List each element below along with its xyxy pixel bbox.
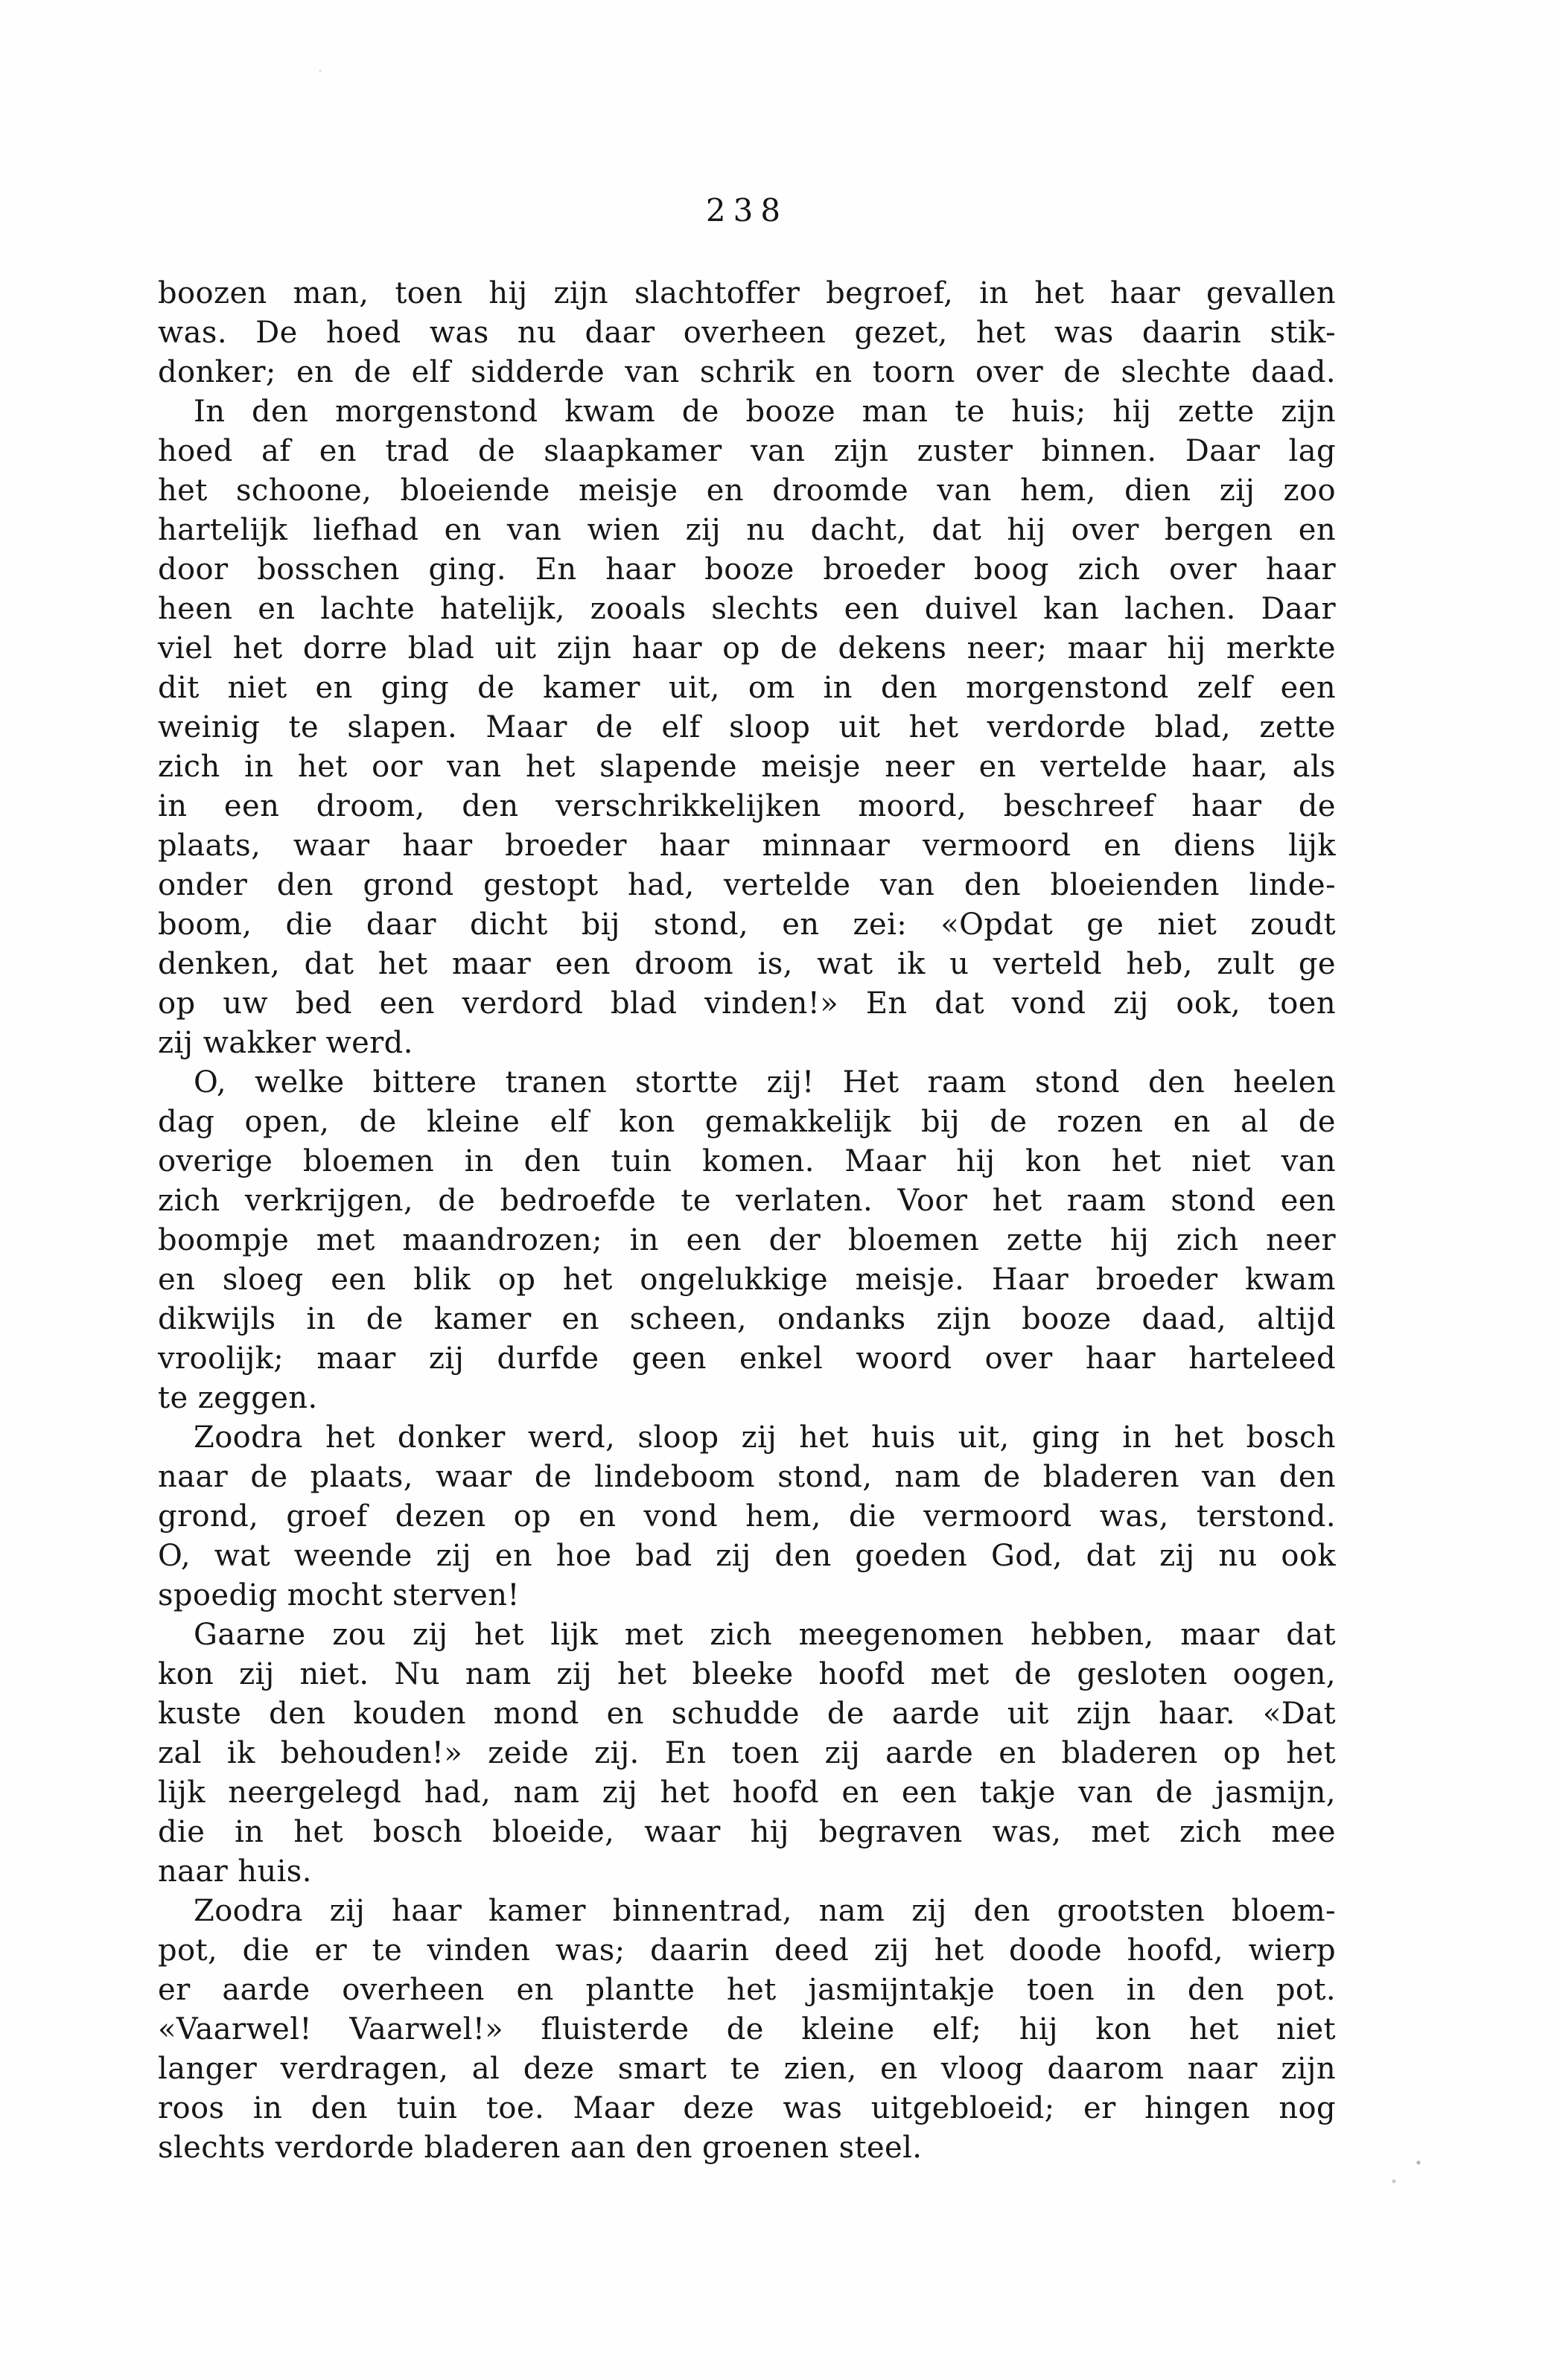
text-line: boozen man, toen hij zijn slachtoffer begroef, in het haar gevallen	[158, 276, 1336, 310]
text-line: naar de plaats, waar de lindeboom stond, nam de bladeren van den	[158, 1460, 1336, 1494]
paragraph	[158, 392, 1336, 1063]
text-line: kon zij niet. Nu nam zij het bleeke hoofd met de gesloten oogen,	[158, 1657, 1336, 1691]
page-number: 238	[705, 192, 789, 229]
text-line: pot, die er te vinden was; daarin deed zij het doode hoofd, wierp	[158, 1933, 1336, 1968]
text-line: kuste den kouden mond en schudde de aarde uit zijn haar. «Dat	[158, 1697, 1336, 1731]
text-line: dit niet en ging de kamer uit, om in den morgenstond zelf een	[158, 671, 1336, 705]
text-line: Zoodra zij haar kamer binnentrad, nam zij den grootsten bloem-	[194, 1894, 1336, 1928]
text-line: O, wat weende zij en hoe bad zij den goeden God, dat zij nu ook	[158, 1539, 1336, 1573]
text-line: en sloeg een blik op het ongelukkige meisje. Haar broeder kwam	[158, 1263, 1336, 1297]
text-line: In den morgenstond kwam de booze man te huis; hij zette zijn	[194, 395, 1336, 429]
text-line: «Vaarwel! Vaarwel!» fluisterde de kleine elf; hij kon het niet	[158, 2012, 1336, 2046]
text-line: door bosschen ging. En haar booze broeder boog zich over haar	[158, 552, 1336, 587]
text-line: O, welke bittere tranen stortte zij! Het raam stond den heelen	[194, 1065, 1336, 1100]
text-line: zij wakker werd.	[158, 1026, 413, 1060]
text-line: zich verkrijgen, de bedroefde te verlaten. Voor het raam stond een	[158, 1184, 1336, 1218]
text-line: langer verdragen, al deze smart te zien, en vloog daarom naar zijn	[158, 2052, 1336, 2086]
text-line: denken, dat het maar een droom is, wat ik u verteld heb, zult ge	[158, 947, 1336, 981]
paragraph	[158, 1615, 1336, 1892]
text-line: vroolijk; maar zij durfde geen enkel woord over haar harteleed	[158, 1341, 1336, 1376]
text-line: lijk neergelegd had, nam zij het hoofd en een takje van de jasmijn,	[158, 1776, 1336, 1810]
text-line: naar huis.	[158, 1854, 312, 1889]
paragraph	[158, 1892, 1336, 2168]
paragraph	[158, 1418, 1336, 1615]
text-line: donker; en de elf sidderde van schrik en toorn over de slechte daad.	[158, 355, 1336, 389]
text-line: onder den grond gestopt had, vertelde van den bloeienden linde-	[158, 868, 1336, 902]
paragraph	[158, 274, 1336, 392]
text-line: hartelijk liefhad en van wien zij nu dacht, dat hij over bergen en	[158, 513, 1336, 547]
text-line: zal ik behouden!» zeide zij. En toen zij aarde en bladeren op het	[158, 1736, 1336, 1770]
text-line: te zeggen.	[158, 1381, 318, 1415]
text-block	[158, 274, 1336, 2168]
text-line: grond, groef dezen op en vond hem, die vermoord was, terstond.	[158, 1499, 1336, 1534]
text-line: slechts verdorde bladeren aan den groenen steel.	[158, 2131, 923, 2165]
text-line: Gaarne zou zij het lijk met zich meegenomen hebben, maar dat	[194, 1618, 1336, 1652]
text-line: dikwijls in de kamer en scheen, ondanks zijn booze daad, altijd	[158, 1302, 1336, 1336]
text-line: roos in den tuin toe. Maar deze was uitgebloeid; er hingen nog	[158, 2091, 1336, 2125]
text-line: overige bloemen in den tuin komen. Maar hij kon het niet van	[158, 1144, 1336, 1178]
text-line: spoedig mocht sterven!	[158, 1578, 520, 1612]
text-line: viel het dorre blad uit zijn haar op de dekens neer; maar hij merkte	[158, 631, 1336, 666]
text-line: Zoodra het donker werd, sloop zij het huis uit, ging in het bosch	[194, 1420, 1336, 1455]
text-line: boompje met maandrozen; in een der bloemen zette hij zich neer	[158, 1223, 1336, 1257]
text-line: hoed af en trad de slaapkamer van zijn zuster binnen. Daar lag	[158, 434, 1336, 468]
text-line: het schoone, bloeiende meisje en droomde van hem, dien zij zoo	[158, 473, 1336, 508]
text-line: in een droom, den verschrikkelijken moord, beschreef haar de	[158, 789, 1336, 823]
text-line: op uw bed een verdord blad vinden!» En dat vond zij ook, toen	[158, 986, 1336, 1021]
text-line: heen en lachte hatelijk, zooals slechts een duivel kan lachen. Daar	[158, 592, 1336, 626]
text-line: dag open, de kleine elf kon gemakkelijk bij de rozen en al de	[158, 1105, 1336, 1139]
text-line: zich in het oor van het slapende meisje neer en vertelde haar, als	[158, 750, 1336, 784]
text-line: boom, die daar dicht bij stond, en zei: «Opdat ge niet zoudt	[158, 907, 1336, 942]
text-line: plaats, waar haar broeder haar minnaar vermoord en diens lijk	[158, 829, 1336, 863]
text-line: weinig te slapen. Maar de elf sloop uit het verdorde blad, zette	[158, 710, 1336, 744]
text-line: was. De hoed was nu daar overheen gezet, het was daarin stik-	[158, 316, 1336, 350]
text-line: die in het bosch bloeide, waar hij begraven was, met zich mee	[158, 1815, 1336, 1849]
paragraph	[158, 1063, 1336, 1418]
text-line: er aarde overheen en plantte het jasmijntakje toen in den pot.	[158, 1973, 1336, 2007]
